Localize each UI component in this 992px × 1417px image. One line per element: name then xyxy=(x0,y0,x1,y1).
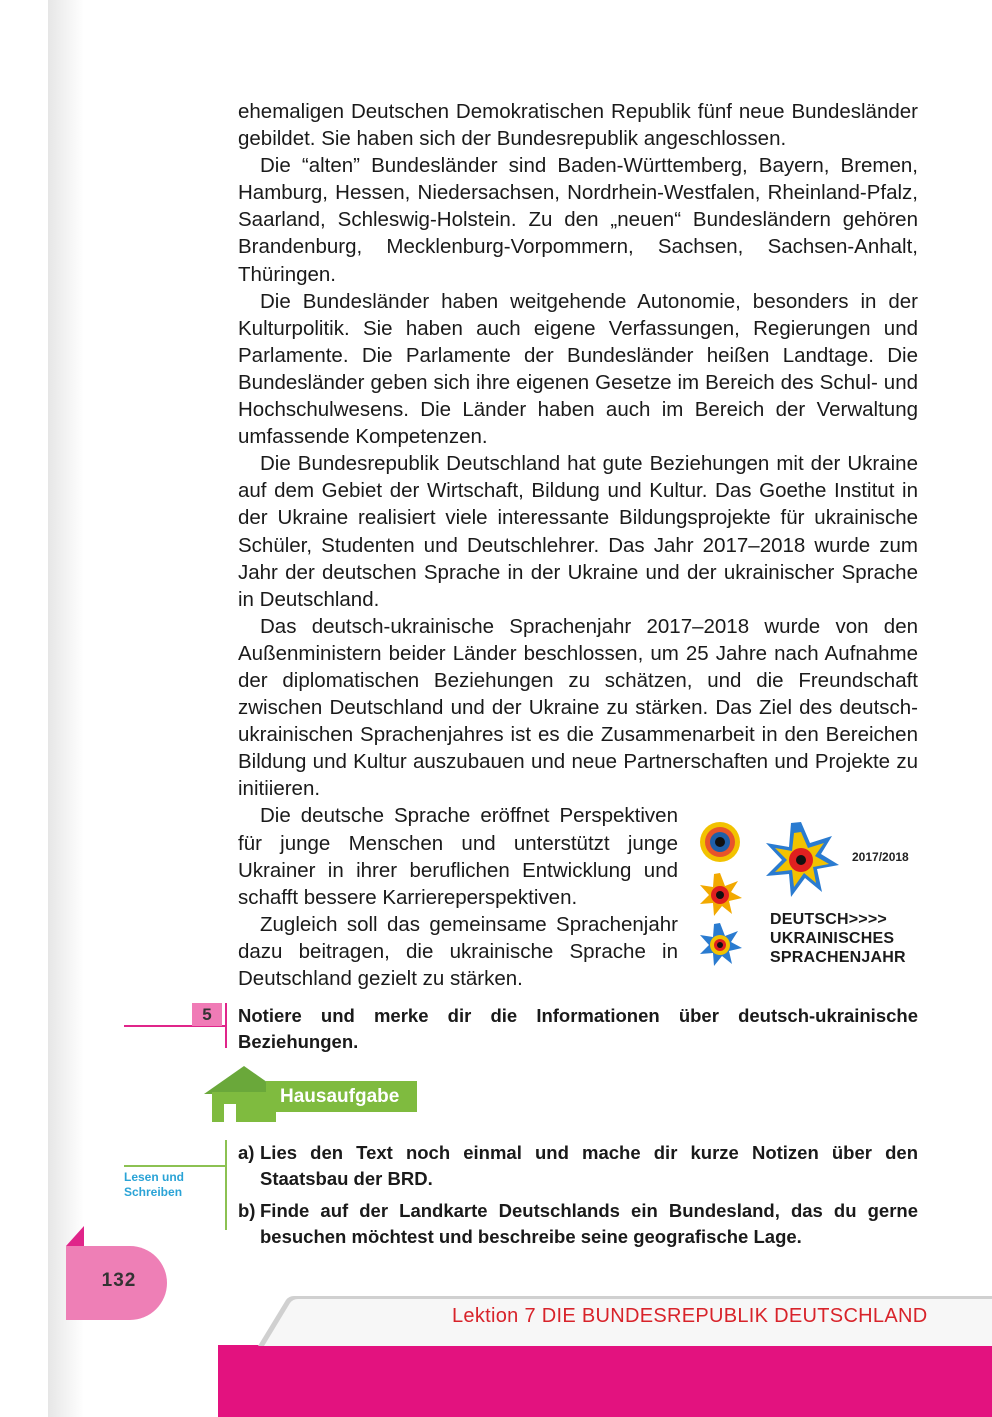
task-instruction: Notiere und merke dir die Informationen über deutsch-ukrainische Beziehungen. xyxy=(238,1005,918,1052)
item-letter: b) xyxy=(238,1200,256,1221)
blue-sun-icon xyxy=(700,923,742,966)
logo-line: DEUTSCH>>>> xyxy=(770,911,887,928)
paragraph: Das deutsch-ukrainische Sprachenjahr 2017–2018 wurde von den Außenministern beider Länder beschlossen, um 25 Jahre nach Aufnahme der diplomatischen Beziehungen zu schätzen, und die Freundschaft zwischen Deutschland und der Ukraine zu stärken. Das Ziel des deutsch-ukrainischen Sprachenjahres ist es die Zusammenarbeit in den Bereichen Bildung und Kultur auszubauen und neue Partnerschaften und Projekte zu initiieren. xyxy=(238,614,918,801)
page-tab-corner xyxy=(66,1226,84,1246)
item-text: Finde auf der Landkarte Deutschlands ein Bundesland, das du gerne besuchen möchtest und beschreibe seine geografische Lage. xyxy=(260,1200,918,1247)
skill-label: Lesen und Schreiben xyxy=(124,1170,185,1199)
logo-title xyxy=(770,910,906,967)
large-sun-icon xyxy=(766,822,839,897)
section-divider xyxy=(124,1165,226,1167)
page-edge xyxy=(0,0,48,1417)
logo-line: SPRACHENJAHR xyxy=(770,949,906,966)
paragraph: Die Bundesrepublik Deutschland hat gute Beziehungen mit der Ukraine auf dem Gebiet der Wirtschaft, Bildung und Kultur. Das Goethe Institut in der Ukraine realisiert viele interessante Bildungsprojekte für ukrainische Schüler, Studenten und Deutschlehrer. Das Jahr 2017–2018 wurde zum Jahr der deutschen Sprache in der Ukraine und der ukrainischer Sprache in Deutschland. xyxy=(238,452,918,611)
footer-band xyxy=(218,1345,992,1417)
item-letter: a) xyxy=(238,1142,255,1163)
homework-list xyxy=(238,1140,918,1256)
section-bar xyxy=(225,1140,227,1230)
homework-header: Hausaufgabe xyxy=(266,1081,417,1112)
paragraph: Die “alten” Bundesländer sind Baden-Württemberg, Bayern, Bremen, Hamburg, Hessen, Niedersachsen, Nordrhein-Westfalen, Rheinland-Pfalz, Saarland, Schleswig-Holstein. Zu den „neuen“ Bundesländern gehören Brandenburg, Mecklenburg-Vorpommern, Sachsen, Sachsen-Anhalt, Thüringen. xyxy=(238,154,918,286)
task-bar xyxy=(225,1003,227,1048)
small-sun-icon xyxy=(700,873,742,916)
paragraph: Zugleich soll das gemeinsame Sprachenjahr dazu beitragen, die ukrainische Sprache in Deutschland gezielt zu stärken. xyxy=(238,912,678,990)
target-icon xyxy=(700,822,740,862)
task-number: 5 xyxy=(192,1003,222,1026)
book-spine-shadow xyxy=(48,0,84,1417)
lesson-title: Lektion 7 DIE BUNDESREPUBLIK DEUTSCHLAND xyxy=(452,1305,928,1327)
homework-item xyxy=(238,1140,918,1192)
page-number: 132 xyxy=(101,1270,137,1291)
paragraph: Die deutsche Sprache eröffnet Perspektiven für junge Menschen und unterstützt junge Ukrainer in ihrer beruflichen Entwicklung und schafft bessere Karriereperspektiven. xyxy=(238,804,678,909)
homework-item xyxy=(238,1198,918,1250)
logo-year: 2017/2018 xyxy=(852,850,909,864)
paragraph: Die Bundesländer haben weitgehende Autonomie, besonders in der Kulturpolitik. Sie haben auch eigene Verfassungen, Regierungen und Parlamente. Die Parlamente der Bundesländer heißen Landtage. Die Bundesländer geben sich ihre eigenen Gesetze im Bereich des Schul- und Hochschulwesens. Die Länder haben auch im Bereich der Verwaltung umfassende Kompetenzen. xyxy=(238,289,918,449)
item-text: Lies den Text noch einmal und mache dir kurze Notizen über den Staatsbau der BRD. xyxy=(260,1142,918,1189)
logo-line: UKRAINISCHES xyxy=(770,930,895,947)
paragraph: ehemaligen Deutschen Demokratischen Republik fünf neue Bundesländer gebildet. Sie haben sich der Bundesrepublik angeschlossen. xyxy=(238,100,918,151)
